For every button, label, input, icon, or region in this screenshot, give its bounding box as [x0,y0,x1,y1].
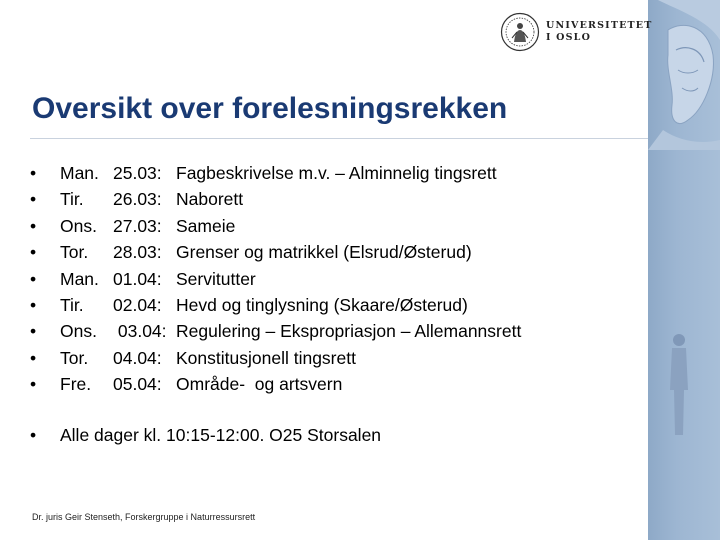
lecture-day: Tor. [60,347,89,368]
lecture-topic: Naborett [176,189,244,210]
bullet: • [30,215,37,236]
lecture-day: Fre. [60,374,92,395]
page-title: Oversikt over forelesningsrekken [32,92,508,125]
bullet: • [30,242,37,263]
sculpture-head-image [648,0,720,150]
lecture-day: Tor. [60,242,89,263]
lecture-topic: Fagbeskrivelse m.v. – Alminnelig tingsrett [176,163,497,183]
lecture-date: 05.04: [113,374,162,395]
bullet: • [30,321,37,342]
footer-author: Dr. juris Geir Stenseth, Forskergruppe i Naturressursrett [32,512,256,522]
lecture-date: 01.04: [113,268,162,289]
schedule-note-text: Alle dager kl. 10:15-12:00. O25 Storsalen [60,425,382,445]
lecture-day: Tir. [60,189,84,210]
lecture-day: Man. [60,163,99,183]
lecture-date: 03.04: [113,321,167,342]
university-seal-icon [500,12,540,52]
lecture-date: 26.03: [113,189,162,210]
lecture-day: Ons. [60,215,97,236]
bullet: • [30,294,37,315]
lecture-date: 02.04: [113,294,162,315]
lecture-date: 25.03: [113,163,162,183]
lecture-day: Tir. [60,294,84,315]
lecture-topic: Regulering – Ekspropriasjon – Allemannsrett [176,321,522,342]
bullet: • [30,268,37,289]
lecture-topic: Sameie [176,215,236,236]
title-divider [30,138,648,139]
lecture-date: 27.03: [113,215,162,236]
lecture-topic: Hevd og tinglysning (Skaare/Østerud) [176,294,468,315]
logo-line-2: I OSLO [546,32,592,43]
lecture-date: 28.03: [113,242,162,263]
lecture-day: Ons. [60,321,97,342]
logo-line-1: UNIVERSITETET [546,20,653,31]
standing-figure-image [664,330,694,440]
university-logo-text [546,20,653,44]
bullet: • [30,425,37,445]
lecture-topic: Konstitusjonell tingsrett [176,347,356,368]
lecture-topic: Servitutter [176,268,256,289]
bullet: • [30,374,37,395]
bullet: • [30,163,37,183]
lecture-date: 04.04: [113,347,162,368]
bullet: • [30,347,37,368]
lecture-day: Man. [60,268,99,289]
lecture-topic: Grenser og matrikkel (Elsrud/Østerud) [176,242,472,263]
lecture-topic: Område- og artsvern [176,374,343,395]
bullet: • [30,189,37,210]
